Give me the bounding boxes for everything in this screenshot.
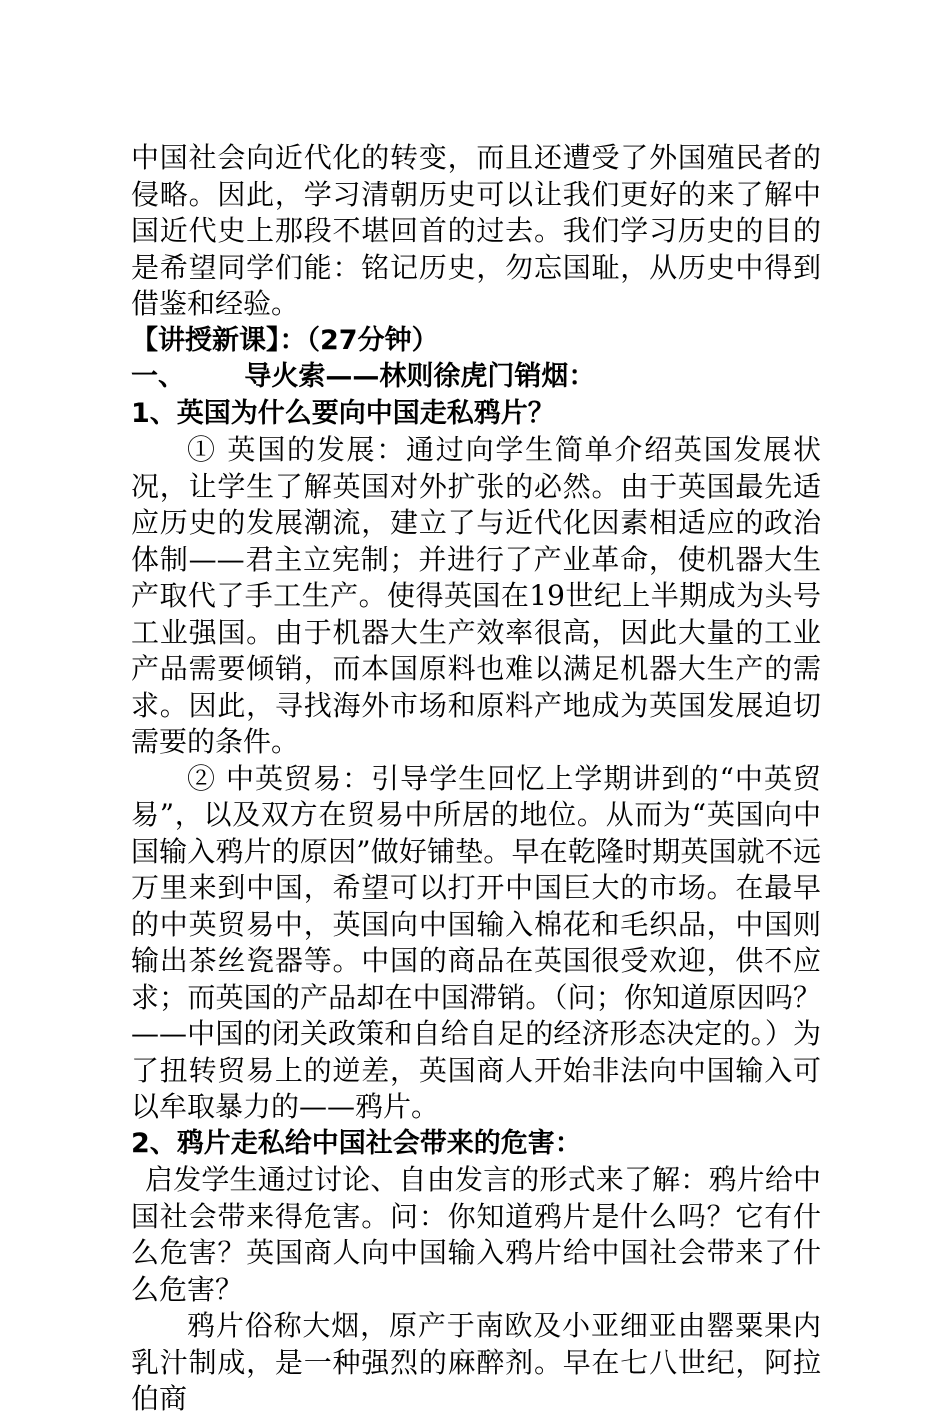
section-one-title: 导火索——林则徐虎门销烟： <box>244 361 596 392</box>
section-one-heading <box>131 359 821 396</box>
discussion-paragraph: 启发学生通过讨论、自由发言的形式来了解：鸦片给中国社会带来得危害。问：你知道鸦片是什么吗？它有什么危害？英国商人向中国输入鸦片给中国社会带来了什么危害？ <box>131 1163 821 1306</box>
lesson-heading: 【讲授新课】：（27分钟） <box>131 324 439 356</box>
section-one-number: 一、 <box>131 361 185 392</box>
subsection-one-title: 1、英国为什么要向中国走私鸦片？ <box>131 397 555 429</box>
opium-paragraph: 鸦片俗称大烟，原产于南欧及小亚细亚由罂粟果内乳汁制成，是一种强烈的麻醉剂。早在七八世纪，阿拉伯商 <box>131 1309 821 1415</box>
intro-paragraph: 中国社会向近代化的转变，而且还遭受了外国殖民者的侵略。因此，学习清朝历史可以让我们更好的来了解中国近代史上那段不堪回首的过去。我们学习历史的目的是希望同学们能：铭记历史，勿忘国耻，从历史中得到借鉴和经验。 <box>131 141 821 320</box>
point-one-paragraph: ① 英国的发展：通过向学生简单介绍英国发展状况，让学生了解英国对外扩张的必然。由于英国最先适应历史的发展潮流，建立了与近代化因素相适应的政治体制——君主立宪制；并进行了产业革命，使机器大生产取代了手工生产。使得英国在19世纪上半期成为头号工业强国。由于机器大生产效率很高，因此大量的工业产品需要倾销，而本国原料也难以满足机器大生产的需求。因此，寻找海外市场和原料产地成为英国发展迫切需要的条件。 <box>131 433 821 758</box>
subsection-two-title: 2、鸦片走私给中国社会带来的危害： <box>131 1127 582 1159</box>
document-body <box>131 140 821 1418</box>
point-two-paragraph: ② 中英贸易：引导学生回忆上学期讲到的“中英贸易”，以及双方在贸易中所居的地位。从而为“英国向中国输入鸦片的原因”做好铺垫。早在乾隆时期英国就不远万里来到中国，希望可以打开中国巨大的市场。在最早的中英贸易中，英国向中国输入棉花和毛织品，中国则输出茶丝瓷器等。中国的商品在英国很受欢迎，供不应求；而英国的产品却在中国滞销。（问；你知道原因吗？——中国的闭关政策和自给自足的经济形态决定的。）为了扭转贸易上的逆差，英国商人开始非法向中国输入可以牟取暴力的——鸦片。 <box>131 761 821 1123</box>
